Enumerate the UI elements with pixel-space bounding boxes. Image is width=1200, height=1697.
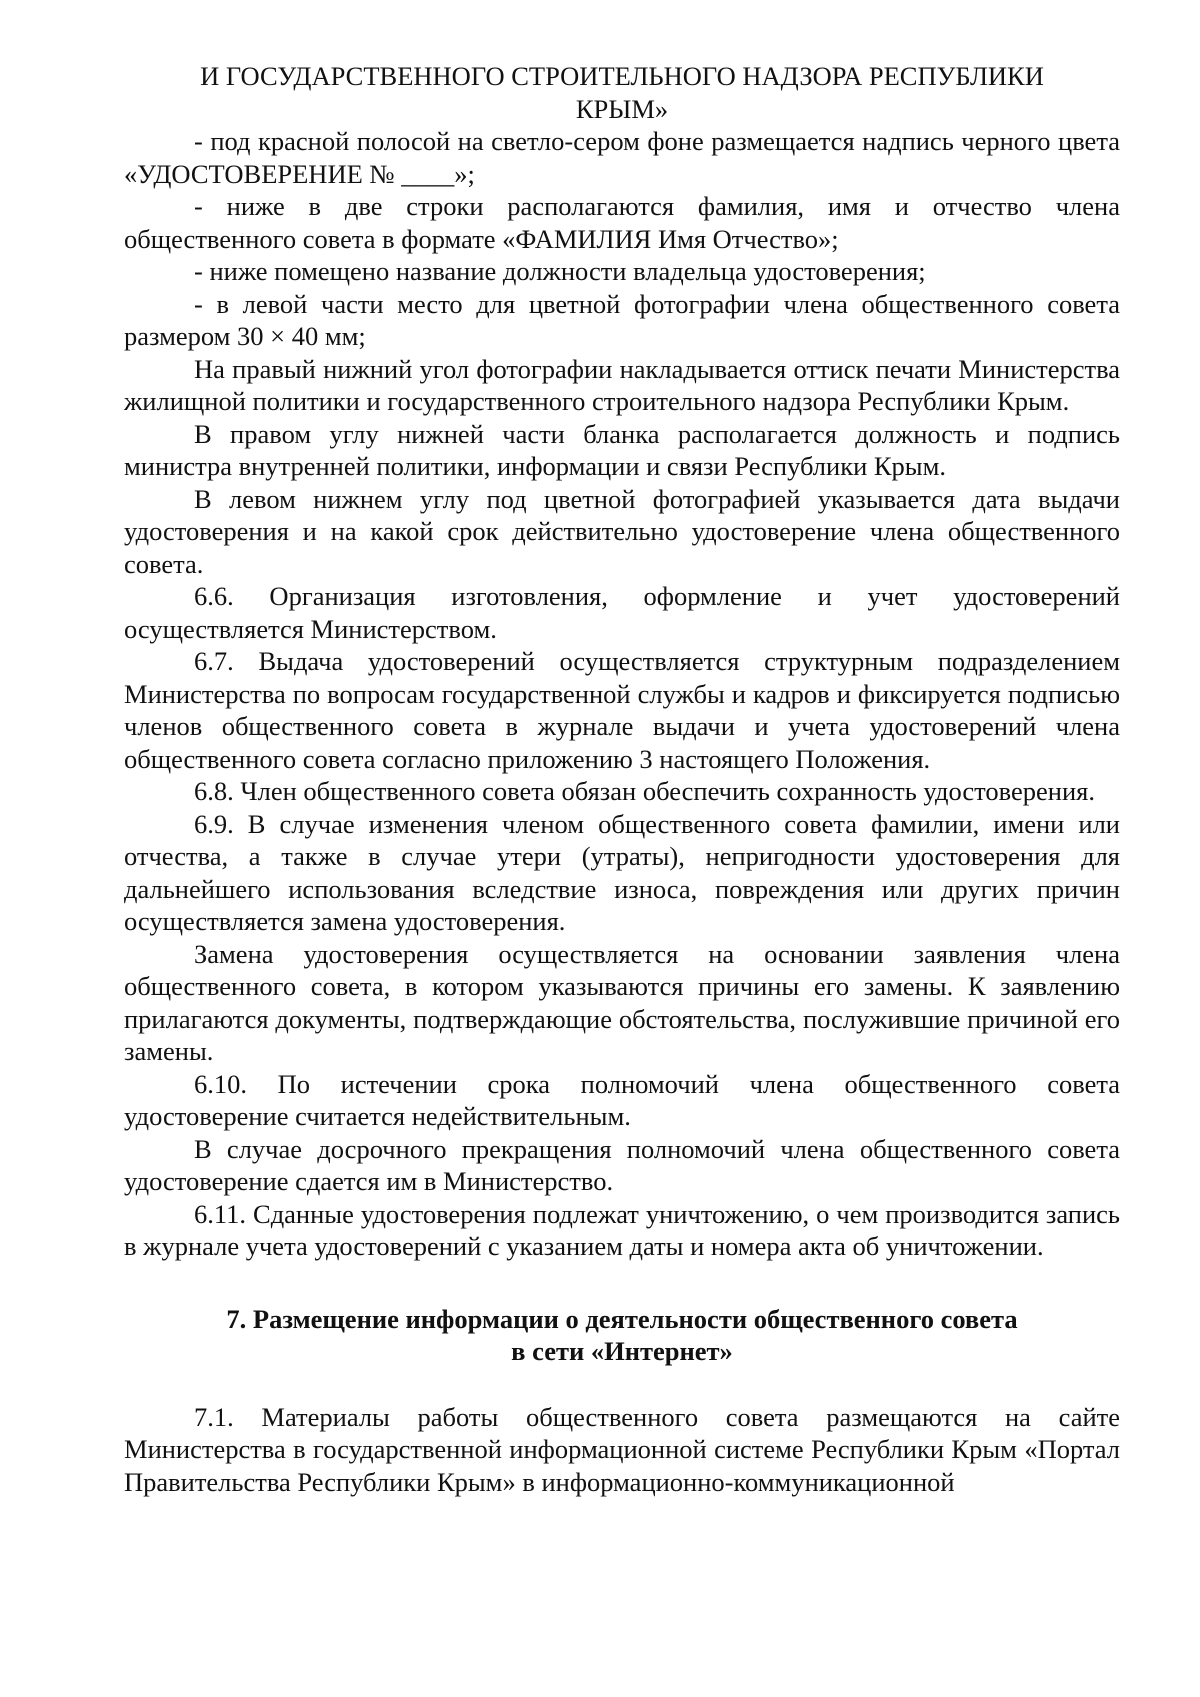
paragraph-photo: - в левой части место для цветной фотографии члена общественного совета размером 30 × 40 мм; <box>124 288 1120 351</box>
paragraph-replacement: Замена удостоверения осуществляется на основании заявления члена общественного совета, в котором указываются причины его замены. К заявлению прилагаются документы, подтверждающие обстоятельства, послужившие причиной его замены. <box>124 938 1120 1066</box>
paragraph-red-stripe: - под красной полосой на светло-сером фоне размещается надпись черного цвета «УДОСТОВЕРЕНИЕ № ____»; <box>124 126 1120 189</box>
paragraph-full-name: - ниже в две строки располагаются фамилия, имя и отчество члена общественного совета в формате «ФАМИЛИЯ Имя Отчество»; <box>124 191 1120 254</box>
spacer <box>124 1368 1120 1401</box>
paragraph-6-11: 6.11. Сданные удостоверения подлежат уничтожению, о чем производится запись в журнале учета удостоверений с указанием даты и номера акта об уничтожении. <box>124 1198 1120 1261</box>
section-7-title <box>124 1303 1120 1368</box>
paragraph-6-10: 6.10. По истечении срока полномочий члена общественного совета удостоверение считается недействительным. <box>124 1068 1120 1131</box>
paragraph-issue-date: В левом нижнем углу под цветной фотографией указывается дата выдачи удостоверения и на какой срок действительно удостоверение члена общественного совета. <box>124 483 1120 579</box>
paragraph-6-8: 6.8. Член общественного совета обязан обеспечить сохранность удостоверения. <box>194 776 1095 806</box>
paragraph-6-9: 6.9. В случае изменения членом общественного совета фамилии, имени или отчества, а также в случае утери (утраты), непригодности удостоверения для дальнейшего использования вследствие износа, повреждения или других причин осуществляется замена удостоверения. <box>124 808 1120 936</box>
section-7-title-line-2: в сети «Интернет» <box>511 1336 733 1366</box>
document-header <box>124 60 1120 125</box>
spacer <box>124 1263 1120 1303</box>
paragraph-6-7: 6.7. Выдача удостоверений осуществляется структурным подразделением Министерства по вопросам государственной службы и кадров и фиксируется подписью членов общественного совета в журнале выдачи и учета удостоверений члена общественного совета согласно приложению 3 настоящего Положения. <box>124 646 1120 774</box>
paragraph-position: - ниже помещено название должности владельца удостоверения; <box>194 256 926 286</box>
paragraph-6-6: 6.6. Организация изготовления, оформление и учет удостоверений осуществляется Министерством. <box>124 581 1120 644</box>
paragraph-signature: В правом углу нижней части бланка располагается должность и подпись министра внутренней политики, информации и связи Республики Крым. <box>124 418 1120 481</box>
document-page <box>124 60 1120 1498</box>
paragraph-seal: На правый нижний угол фотографии накладывается оттиск печати Министерства жилищной политики и государственного строительного надзора Республики Крым. <box>124 353 1120 416</box>
header-line-2: КРЫМ» <box>575 93 669 124</box>
header-line-1: И ГОСУДАРСТВЕННОГО СТРОИТЕЛЬНОГО НАДЗОРА РЕСПУБЛИКИ <box>200 61 1044 91</box>
section-7-title-line-1: 7. Размещение информации о деятельности общественного совета <box>226 1303 1018 1334</box>
paragraph-7-1: 7.1. Материалы работы общественного совета размещаются на сайте Министерства в государственной информационной системе Республики Крым «Портал Правительства Республики Крым» в информационно-коммуникационной <box>124 1401 1120 1497</box>
paragraph-early-termination: В случае досрочного прекращения полномочий члена общественного совета удостоверение сдается им в Министерство. <box>124 1133 1120 1196</box>
